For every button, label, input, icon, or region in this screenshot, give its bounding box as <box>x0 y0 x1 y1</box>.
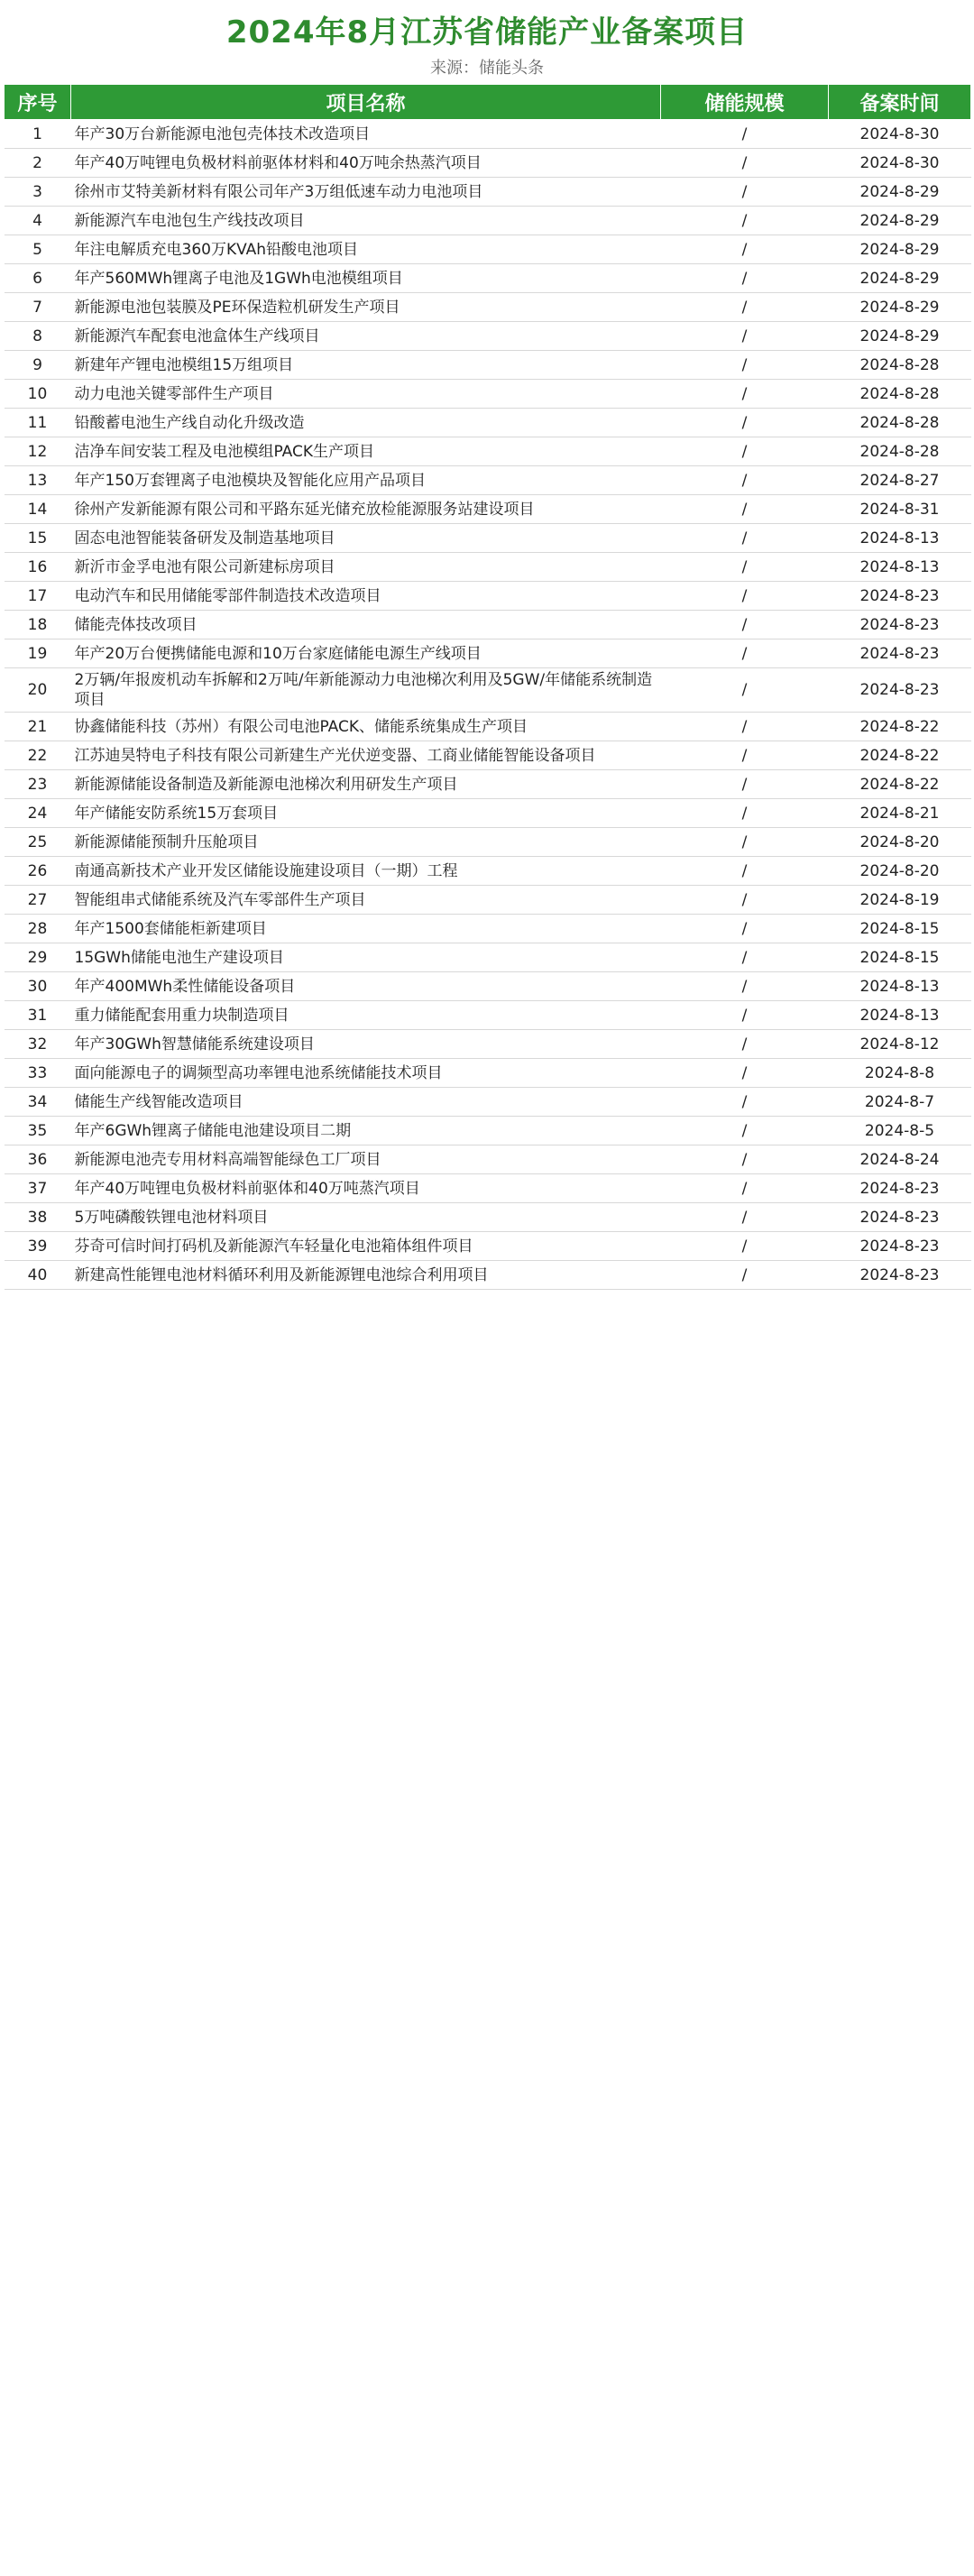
table-row <box>5 524 971 553</box>
row-project-name: 年产560MWh锂离子电池及1GWh电池模组项目 <box>71 264 661 293</box>
row-scale: / <box>661 466 829 495</box>
row-scale: / <box>661 943 829 972</box>
row-scale: / <box>661 1261 829 1290</box>
table-row <box>5 1174 971 1203</box>
row-scale: / <box>661 1001 829 1030</box>
row-scale: / <box>661 741 829 770</box>
row-project-name: 年产1500套储能柜新建项目 <box>71 915 661 943</box>
row-scale: / <box>661 293 829 322</box>
row-project-name: 面向能源电子的调频型高功率锂电池系统储能技术项目 <box>71 1059 661 1088</box>
table-row <box>5 149 971 178</box>
row-scale: / <box>661 178 829 207</box>
row-index: 38 <box>5 1203 71 1232</box>
table-row <box>5 639 971 668</box>
row-date: 2024-8-28 <box>829 380 971 409</box>
row-index: 23 <box>5 770 71 799</box>
table-row <box>5 553 971 582</box>
row-index: 7 <box>5 293 71 322</box>
row-scale: / <box>661 713 829 741</box>
row-date: 2024-8-22 <box>829 741 971 770</box>
row-index: 1 <box>5 120 71 149</box>
row-project-name: 年产30万台新能源电池包壳体技术改造项目 <box>71 120 661 149</box>
table-row <box>5 828 971 857</box>
row-scale: / <box>661 668 829 713</box>
row-scale: / <box>661 1059 829 1088</box>
project-table <box>4 84 971 1290</box>
row-scale: / <box>661 857 829 886</box>
table-row <box>5 466 971 495</box>
table-body <box>5 120 971 1290</box>
row-scale: / <box>661 1174 829 1203</box>
header-name: 项目名称 <box>71 85 661 120</box>
row-index: 30 <box>5 972 71 1001</box>
row-date: 2024-8-23 <box>829 1203 971 1232</box>
row-scale: / <box>661 828 829 857</box>
header-idx: 序号 <box>5 85 71 120</box>
row-index: 35 <box>5 1117 71 1145</box>
row-index: 19 <box>5 639 71 668</box>
row-index: 25 <box>5 828 71 857</box>
row-project-name: 新能源储能设备制造及新能源电池梯次利用研发生产项目 <box>71 770 661 799</box>
row-scale: / <box>661 437 829 466</box>
row-project-name: 新能源汽车电池包生产线技改项目 <box>71 207 661 235</box>
row-date: 2024-8-30 <box>829 149 971 178</box>
row-scale: / <box>661 915 829 943</box>
row-date: 2024-8-28 <box>829 437 971 466</box>
row-date: 2024-8-29 <box>829 178 971 207</box>
row-index: 31 <box>5 1001 71 1030</box>
row-index: 22 <box>5 741 71 770</box>
row-project-name: 江苏迪昊特电子科技有限公司新建生产光伏逆变器、工商业储能智能设备项目 <box>71 741 661 770</box>
row-date: 2024-8-28 <box>829 409 971 437</box>
table-row <box>5 915 971 943</box>
row-index: 17 <box>5 582 71 611</box>
row-date: 2024-8-20 <box>829 857 971 886</box>
row-project-name: 南通高新技术产业开发区储能设施建设项目（一期）工程 <box>71 857 661 886</box>
row-scale: / <box>661 1203 829 1232</box>
row-scale: / <box>661 495 829 524</box>
row-scale: / <box>661 1145 829 1174</box>
row-date: 2024-8-30 <box>829 120 971 149</box>
row-scale: / <box>661 120 829 149</box>
table-row <box>5 886 971 915</box>
row-project-name: 新能源汽车配套电池盒体生产线项目 <box>71 322 661 351</box>
row-project-name: 新能源电池包装膜及PE环保造粒机研发生产项目 <box>71 293 661 322</box>
row-scale: / <box>661 611 829 639</box>
row-index: 37 <box>5 1174 71 1203</box>
row-index: 20 <box>5 668 71 713</box>
row-scale: / <box>661 1232 829 1261</box>
row-date: 2024-8-23 <box>829 1261 971 1290</box>
row-index: 11 <box>5 409 71 437</box>
table-row <box>5 611 971 639</box>
row-date: 2024-8-19 <box>829 886 971 915</box>
row-date: 2024-8-5 <box>829 1117 971 1145</box>
table-header-row <box>5 85 971 120</box>
row-index: 10 <box>5 380 71 409</box>
row-date: 2024-8-23 <box>829 611 971 639</box>
row-scale: / <box>661 972 829 1001</box>
table-row <box>5 235 971 264</box>
row-date: 2024-8-20 <box>829 828 971 857</box>
row-date: 2024-8-27 <box>829 466 971 495</box>
row-index: 18 <box>5 611 71 639</box>
row-date: 2024-8-13 <box>829 972 971 1001</box>
row-date: 2024-8-7 <box>829 1088 971 1117</box>
table-row <box>5 120 971 149</box>
table-row <box>5 1261 971 1290</box>
row-project-name: 洁净车间安装工程及电池模组PACK生产项目 <box>71 437 661 466</box>
table-row <box>5 437 971 466</box>
row-scale: / <box>661 1030 829 1059</box>
row-project-name: 动力电池关键零部件生产项目 <box>71 380 661 409</box>
table-row <box>5 857 971 886</box>
row-date: 2024-8-13 <box>829 524 971 553</box>
row-project-name: 15GWh储能电池生产建设项目 <box>71 943 661 972</box>
row-index: 5 <box>5 235 71 264</box>
row-date: 2024-8-23 <box>829 668 971 713</box>
row-project-name: 年产6GWh锂离子储能电池建设项目二期 <box>71 1117 661 1145</box>
table-row <box>5 1030 971 1059</box>
row-project-name: 徐州产发新能源有限公司和平路东延光储充放检能源服务站建设项目 <box>71 495 661 524</box>
row-project-name: 电动汽车和民用储能零部件制造技术改造项目 <box>71 582 661 611</box>
row-index: 26 <box>5 857 71 886</box>
row-project-name: 铅酸蓄电池生产线自动化升级改造 <box>71 409 661 437</box>
row-scale: / <box>661 351 829 380</box>
table-row <box>5 322 971 351</box>
row-date: 2024-8-23 <box>829 582 971 611</box>
row-index: 14 <box>5 495 71 524</box>
row-index: 16 <box>5 553 71 582</box>
row-index: 2 <box>5 149 71 178</box>
table-row <box>5 668 971 713</box>
table-row <box>5 293 971 322</box>
row-date: 2024-8-21 <box>829 799 971 828</box>
row-scale: / <box>661 582 829 611</box>
row-date: 2024-8-29 <box>829 322 971 351</box>
row-date: 2024-8-13 <box>829 1001 971 1030</box>
table-row <box>5 380 971 409</box>
row-index: 8 <box>5 322 71 351</box>
row-date: 2024-8-12 <box>829 1030 971 1059</box>
row-index: 32 <box>5 1030 71 1059</box>
row-scale: / <box>661 1117 829 1145</box>
header-date: 备案时间 <box>829 85 971 120</box>
row-scale: / <box>661 264 829 293</box>
table-row <box>5 1203 971 1232</box>
header-scale: 储能规模 <box>661 85 829 120</box>
table-row <box>5 972 971 1001</box>
row-date: 2024-8-28 <box>829 351 971 380</box>
row-index: 36 <box>5 1145 71 1174</box>
row-project-name: 徐州市艾特美新材料有限公司年产3万组低速车动力电池项目 <box>71 178 661 207</box>
row-project-name: 新建高性能锂电池材料循环利用及新能源锂电池综合利用项目 <box>71 1261 661 1290</box>
table-row <box>5 178 971 207</box>
row-project-name: 重力储能配套用重力块制造项目 <box>71 1001 661 1030</box>
row-index: 29 <box>5 943 71 972</box>
row-scale: / <box>661 524 829 553</box>
row-index: 39 <box>5 1232 71 1261</box>
row-date: 2024-8-15 <box>829 915 971 943</box>
row-scale: / <box>661 799 829 828</box>
table-row <box>5 1059 971 1088</box>
row-date: 2024-8-24 <box>829 1145 971 1174</box>
row-index: 24 <box>5 799 71 828</box>
row-project-name: 储能生产线智能改造项目 <box>71 1088 661 1117</box>
row-scale: / <box>661 553 829 582</box>
table-row <box>5 741 971 770</box>
row-project-name: 储能壳体技改项目 <box>71 611 661 639</box>
row-date: 2024-8-23 <box>829 1232 971 1261</box>
table-row <box>5 943 971 972</box>
table-row <box>5 495 971 524</box>
row-project-name: 2万辆/年报废机动车拆解和2万吨/年新能源动力电池梯次利用及5GW/年储能系统制造项目 <box>71 668 661 713</box>
row-date: 2024-8-15 <box>829 943 971 972</box>
row-project-name: 协鑫储能科技（苏州）有限公司电池PACK、储能系统集成生产项目 <box>71 713 661 741</box>
row-scale: / <box>661 409 829 437</box>
row-index: 12 <box>5 437 71 466</box>
row-scale: / <box>661 235 829 264</box>
row-project-name: 年注电解质充电360万KVAh铅酸电池项目 <box>71 235 661 264</box>
row-index: 3 <box>5 178 71 207</box>
row-project-name: 新能源电池壳专用材料高端智能绿色工厂项目 <box>71 1145 661 1174</box>
row-scale: / <box>661 207 829 235</box>
table-row <box>5 1145 971 1174</box>
table-row <box>5 207 971 235</box>
row-index: 9 <box>5 351 71 380</box>
table-row <box>5 409 971 437</box>
row-date: 2024-8-13 <box>829 553 971 582</box>
table-row <box>5 713 971 741</box>
table-row <box>5 799 971 828</box>
row-project-name: 年产30GWh智慧储能系统建设项目 <box>71 1030 661 1059</box>
table-row <box>5 1001 971 1030</box>
row-project-name: 年产储能安防系统15万套项目 <box>71 799 661 828</box>
row-date: 2024-8-22 <box>829 713 971 741</box>
row-project-name: 年产150万套锂离子电池模块及智能化应用产品项目 <box>71 466 661 495</box>
row-scale: / <box>661 322 829 351</box>
row-index: 34 <box>5 1088 71 1117</box>
table-row <box>5 351 971 380</box>
row-index: 13 <box>5 466 71 495</box>
row-project-name: 5万吨磷酸铁锂电池材料项目 <box>71 1203 661 1232</box>
row-project-name: 年产40万吨锂电负极材料前驱体材料和40万吨余热蒸汽项目 <box>71 149 661 178</box>
row-date: 2024-8-29 <box>829 264 971 293</box>
row-date: 2024-8-29 <box>829 293 971 322</box>
row-scale: / <box>661 380 829 409</box>
table-row <box>5 264 971 293</box>
row-index: 4 <box>5 207 71 235</box>
row-project-name: 智能组串式储能系统及汽车零部件生产项目 <box>71 886 661 915</box>
row-project-name: 年产20万台便携储能电源和10万台家庭储能电源生产线项目 <box>71 639 661 668</box>
row-date: 2024-8-29 <box>829 207 971 235</box>
row-project-name: 新建年产锂电池模组15万组项目 <box>71 351 661 380</box>
row-date: 2024-8-8 <box>829 1059 971 1088</box>
row-index: 21 <box>5 713 71 741</box>
row-scale: / <box>661 1088 829 1117</box>
row-project-name: 新能源储能预制升压舱项目 <box>71 828 661 857</box>
row-index: 27 <box>5 886 71 915</box>
row-date: 2024-8-31 <box>829 495 971 524</box>
row-index: 28 <box>5 915 71 943</box>
row-project-name: 固态电池智能装备研发及制造基地项目 <box>71 524 661 553</box>
table-row <box>5 1088 971 1117</box>
row-scale: / <box>661 770 829 799</box>
row-index: 15 <box>5 524 71 553</box>
row-index: 33 <box>5 1059 71 1088</box>
table-row <box>5 1117 971 1145</box>
row-scale: / <box>661 149 829 178</box>
source-note: 来源：储能头条 <box>430 59 544 78</box>
row-index: 40 <box>5 1261 71 1290</box>
row-scale: / <box>661 639 829 668</box>
row-project-name: 芬奇可信时间打码机及新能源汽车轻量化电池箱体组件项目 <box>71 1232 661 1261</box>
row-date: 2024-8-22 <box>829 770 971 799</box>
row-date: 2024-8-29 <box>829 235 971 264</box>
table-row <box>5 582 971 611</box>
row-project-name: 新沂市金孚电池有限公司新建标房项目 <box>71 553 661 582</box>
row-project-name: 年产40万吨锂电负极材料前驱体和40万吨蒸汽项目 <box>71 1174 661 1203</box>
table-row <box>5 770 971 799</box>
row-project-name: 年产400MWh柔性储能设备项目 <box>71 972 661 1001</box>
page-title: 2024年8月江苏省储能产业备案项目 <box>225 14 749 51</box>
row-scale: / <box>661 886 829 915</box>
row-index: 6 <box>5 264 71 293</box>
row-date: 2024-8-23 <box>829 1174 971 1203</box>
table-row <box>5 1232 971 1261</box>
row-date: 2024-8-23 <box>829 639 971 668</box>
